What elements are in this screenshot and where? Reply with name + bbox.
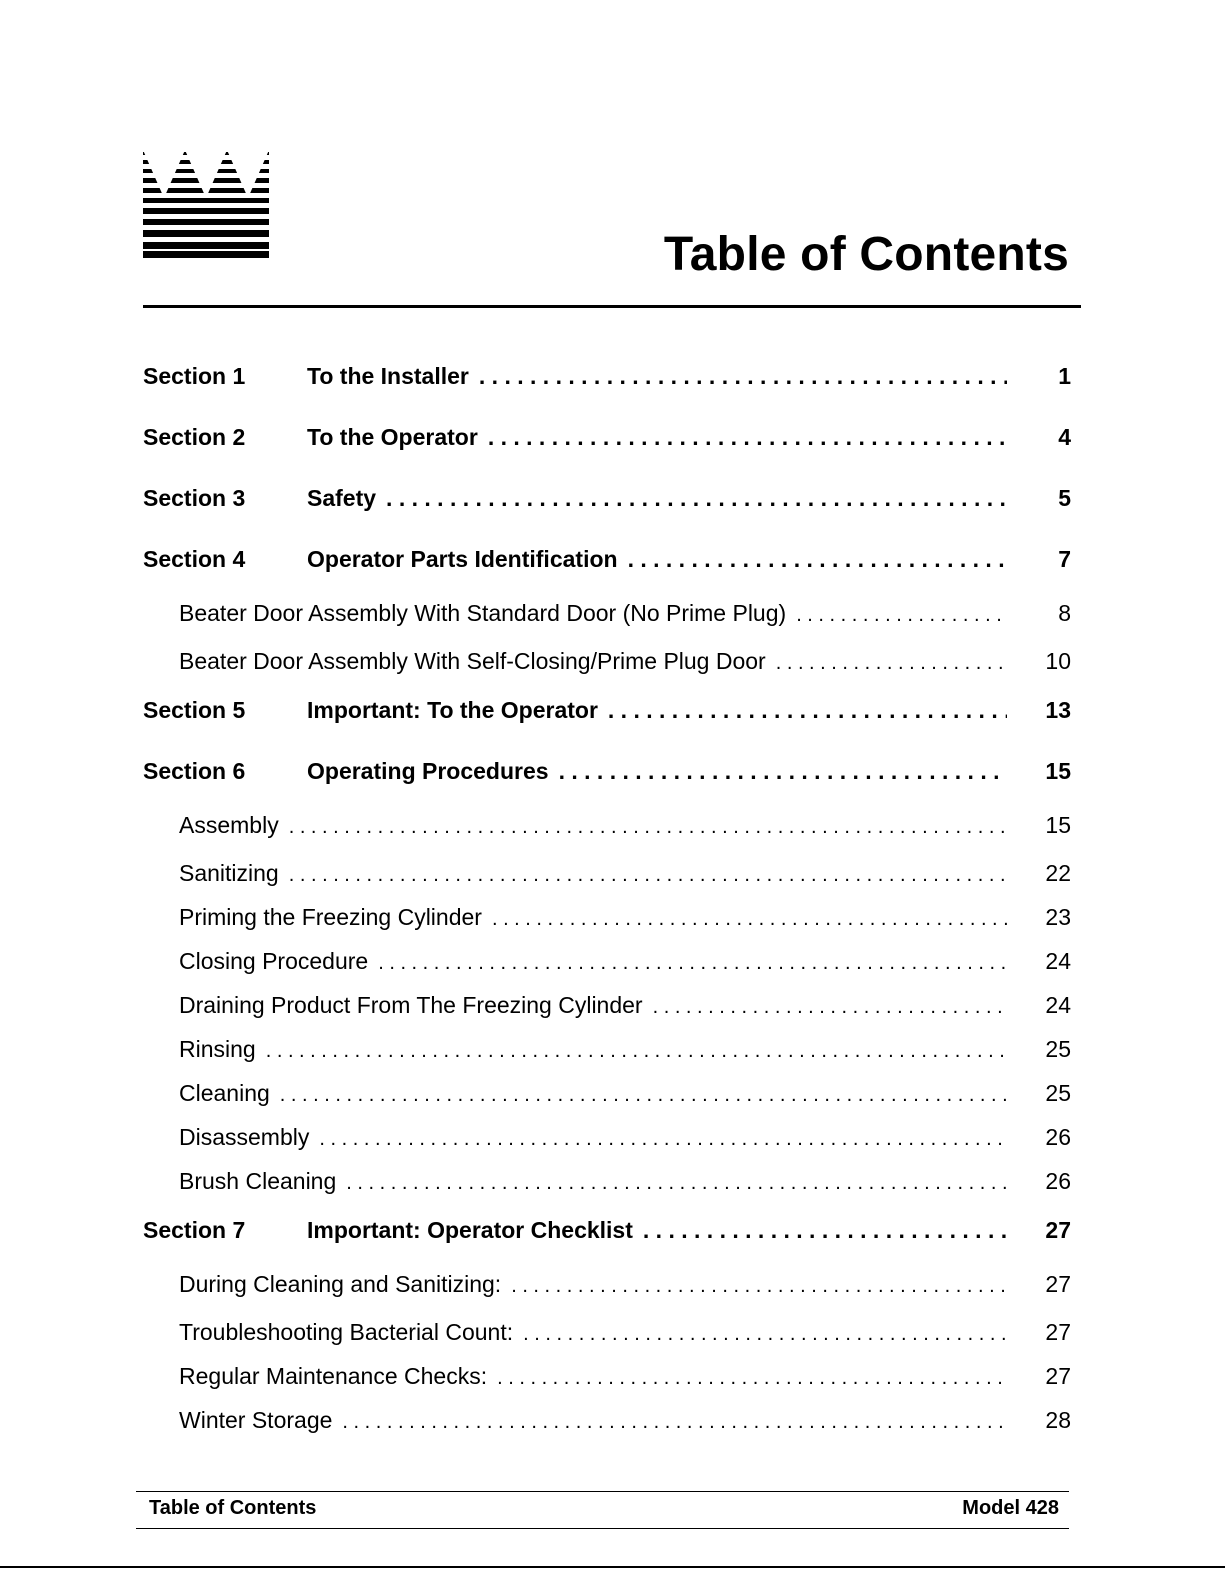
toc-subsection-row[interactable] xyxy=(143,1116,1071,1160)
toc-page-number: 25 xyxy=(1045,1036,1071,1062)
toc-entry-title: Rinsing xyxy=(179,1036,256,1062)
toc-dot-leader xyxy=(628,546,1007,573)
toc-subsection-row[interactable] xyxy=(143,594,1071,640)
toc-entry-title: Priming the Freezing Cylinder xyxy=(179,904,482,930)
toc-page-number: 7 xyxy=(1058,546,1071,572)
footer-divider-bottom xyxy=(136,1528,1069,1529)
toc-page-number: 15 xyxy=(1045,812,1071,838)
toc-dot-leader xyxy=(497,1363,1007,1390)
toc-page-number: 4 xyxy=(1058,424,1071,450)
toc-section-label: Section 4 xyxy=(143,546,246,572)
toc-dot-leader xyxy=(289,860,1007,887)
toc-dot-leader xyxy=(488,424,1007,451)
toc-page-number: 10 xyxy=(1045,648,1071,674)
toc-entry-title: Cleaning xyxy=(179,1080,270,1106)
toc-page-number: 5 xyxy=(1058,485,1071,511)
toc-dot-leader xyxy=(492,904,1007,931)
toc-section-row[interactable] xyxy=(143,1204,1071,1265)
toc-section-label: Section 3 xyxy=(143,485,246,511)
toc-dot-leader xyxy=(523,1319,1007,1346)
toc-dot-leader xyxy=(289,812,1007,839)
toc-subsection-row[interactable] xyxy=(143,940,1071,984)
toc-entry-title: Sanitizing xyxy=(179,860,279,886)
toc-section-row[interactable] xyxy=(143,411,1071,472)
toc-subsection-row[interactable] xyxy=(143,1160,1071,1204)
toc-page-number: 15 xyxy=(1045,758,1071,784)
toc-dot-leader xyxy=(386,485,1007,512)
toc-dot-leader xyxy=(346,1168,1007,1195)
toc-subsection-row[interactable] xyxy=(143,806,1071,852)
toc-subsection-row[interactable] xyxy=(143,896,1071,940)
toc-page-number: 22 xyxy=(1045,860,1071,886)
toc-section-row[interactable] xyxy=(143,350,1071,411)
toc-page-number: 27 xyxy=(1045,1363,1071,1389)
toc-subsection-row[interactable] xyxy=(143,852,1071,896)
toc-dot-leader xyxy=(266,1036,1007,1063)
toc-entry-title: To the Installer xyxy=(307,363,469,389)
toc-page-number: 26 xyxy=(1045,1168,1071,1194)
footer-section-title: Table of Contents xyxy=(149,1497,317,1519)
toc-dot-leader xyxy=(643,1217,1007,1244)
toc-section-row[interactable] xyxy=(143,533,1071,594)
toc-section-label: Section 2 xyxy=(143,424,246,450)
toc-section-row[interactable] xyxy=(143,472,1071,533)
toc-entry-title: Important: Operator Checklist xyxy=(307,1217,633,1243)
toc-page-number: 28 xyxy=(1045,1407,1071,1433)
toc-dot-leader xyxy=(776,648,1007,675)
toc-dot-leader xyxy=(319,1124,1007,1151)
toc-dot-leader xyxy=(653,992,1007,1019)
toc-page-number: 23 xyxy=(1045,904,1071,930)
toc-entry-title: Important: To the Operator xyxy=(307,697,598,723)
toc-dot-leader xyxy=(342,1407,1007,1434)
toc-dot-leader xyxy=(479,363,1007,390)
toc-entry-title: Troubleshooting Bacterial Count: xyxy=(179,1319,514,1345)
toc-entry-title: Operating Procedures xyxy=(307,758,549,784)
toc-entry-title: To the Operator xyxy=(307,424,478,450)
toc-entry-title: Brush Cleaning xyxy=(179,1168,337,1194)
footer-divider-top xyxy=(136,1491,1069,1492)
toc-dot-leader xyxy=(511,1271,1007,1298)
toc-dot-leader xyxy=(280,1080,1007,1107)
page-title: Table of Contents xyxy=(663,228,1069,281)
toc-section-label: Section 1 xyxy=(143,363,246,389)
toc-entry-title: Winter Storage xyxy=(179,1407,333,1433)
toc-section-row[interactable] xyxy=(143,745,1071,806)
toc-section-label: Section 6 xyxy=(143,758,246,784)
toc-section-label: Section 5 xyxy=(143,697,246,723)
toc-dot-leader xyxy=(796,600,1007,627)
toc-entry-title: During Cleaning and Sanitizing: xyxy=(179,1271,502,1297)
toc-entry-title: Closing Procedure xyxy=(179,948,369,974)
toc-entry-title: Draining Product From The Freezing Cylinder xyxy=(179,992,643,1018)
toc-page-number: 24 xyxy=(1045,948,1071,974)
toc-subsection-row[interactable] xyxy=(143,1028,1071,1072)
title-divider xyxy=(143,305,1081,308)
toc-subsection-row[interactable] xyxy=(143,1311,1071,1355)
toc-dot-leader xyxy=(378,948,1007,975)
toc-entry-title: Operator Parts Identification xyxy=(307,546,618,572)
toc-entry-title: Disassembly xyxy=(179,1124,310,1150)
toc-page-number: 24 xyxy=(1045,992,1071,1018)
toc-dot-leader xyxy=(559,758,1007,785)
toc-page-number: 25 xyxy=(1045,1080,1071,1106)
page-edge-line xyxy=(0,1566,1225,1568)
toc-subsection-row[interactable] xyxy=(143,1072,1071,1116)
toc-subsection-row[interactable] xyxy=(143,1355,1071,1399)
toc-page-number: 8 xyxy=(1058,600,1071,626)
footer-model-label: Model 428 xyxy=(962,1497,1059,1519)
toc-entry-title: Beater Door Assembly With Standard Door (No Prime Plug) xyxy=(179,600,787,626)
toc-subsection-row[interactable] xyxy=(143,640,1071,684)
toc-section-label: Section 7 xyxy=(143,1217,246,1243)
crown-logo xyxy=(143,150,269,258)
toc-entry-title: Safety xyxy=(307,485,377,511)
toc-page-number: 27 xyxy=(1045,1217,1071,1243)
toc-entry-title: Regular Maintenance Checks: xyxy=(179,1363,488,1389)
toc-entry-title: Beater Door Assembly With Self-Closing/Prime Plug Door xyxy=(179,648,766,674)
toc-subsection-row[interactable] xyxy=(143,1399,1071,1443)
toc-dot-leader xyxy=(608,697,1007,724)
toc-page-number: 26 xyxy=(1045,1124,1071,1150)
toc-page-number: 27 xyxy=(1045,1319,1071,1345)
toc-subsection-row[interactable] xyxy=(143,1265,1071,1311)
table-of-contents xyxy=(143,350,1071,1443)
toc-section-row[interactable] xyxy=(143,684,1071,745)
toc-page-number: 27 xyxy=(1045,1271,1071,1297)
toc-page-number: 13 xyxy=(1045,697,1071,723)
toc-entry-title: Assembly xyxy=(179,812,279,838)
toc-page-number: 1 xyxy=(1058,363,1071,389)
toc-subsection-row[interactable] xyxy=(143,984,1071,1028)
